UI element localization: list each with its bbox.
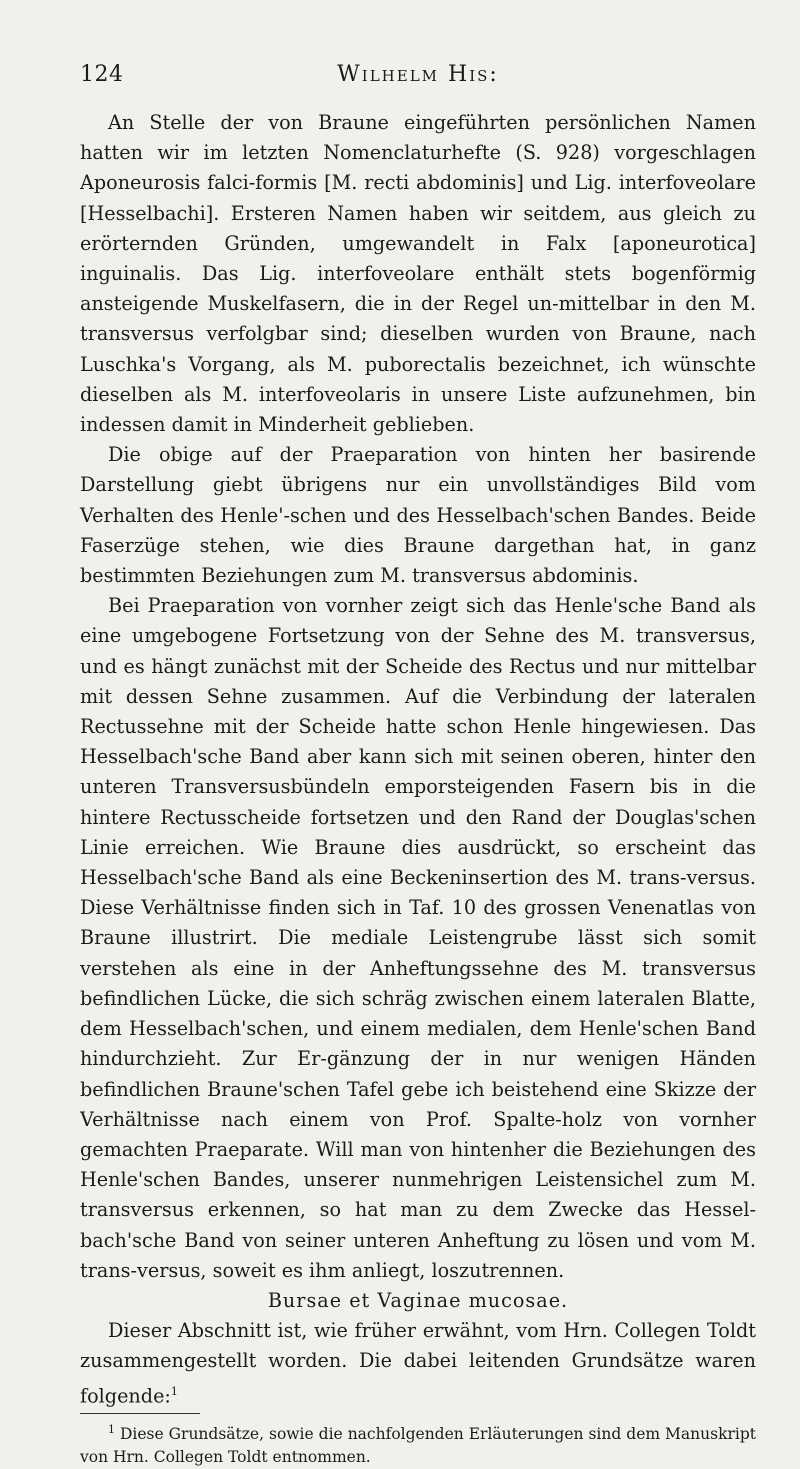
footnote-rule [80,1413,200,1414]
section-heading: Bursae et Vaginae mucosae. [267,1288,569,1312]
running-title: Wilhelm His: [337,62,499,87]
paragraph-4-text: Dieser Abschnitt ist, wie früher erwähnt, vom Hrn. Collegen Toldt zusammengestellt worden. Die dabei leitenden Grundsätze waren folgende: [80,1319,756,1407]
paragraph-4 [80,1316,756,1411]
page-header [80,62,756,92]
footnote-text: Diese Grundsätze, sowie die nachfolgenden Erläuterungen sind dem Manuskript von Hrn. Collegen Toldt entnommen. [80,1425,756,1467]
paragraph-3: Bei Praeparation von vornher zeigt sich das Henle'sche Band als eine umgebogene Fortsetzung von der Sehne des M. transversus, und es hängt zunächst mit der Scheide des Rectus und nur mittelbar mit dessen Sehne zusammen. Auf die Verbindung der lateralen Rectussehne mit der Scheide hatte schon Henle hingewiesen. Das Hesselbach'sche Band aber kann sich mit seinen oberen, hinter den unteren Transversusbündeln emporsteigenden Fasern bis in die hintere Rectusscheide fortsetzen und den Rand der Douglas'schen Linie erreichen. Wie Braune dies ausdrückt, so erscheint das Hesselbach'sche Band als eine Beckeninsertion des M. trans-versus. Diese Verhältnisse finden sich in Taf. 10 des grossen Venenatlas von Braune illustrirt. Die mediale Leistengrube lässt sich somit verstehen als eine in der Anheftungssehne des M. transversus befindlichen Lücke, die sich schräg zwischen einem lateralen Blatte, dem Hesselbach'schen, und einem medialen, dem Henle'schen Band hindurchzieht. Zur Er-gänzung der in nur wenigen Händen befindlichen Braune'schen Tafel gebe ich beistehend eine Skizze der Verhältnisse nach einem von Prof. Spalte-holz von vornher gemachten Praeparate. Will man von hintenher die Beziehungen des Henle'schen Bandes, unserer nunmehrigen Leistensichel zum M. transversus erkennen, so hat man zu dem Zwecke das Hessel-bach'sche Band von seiner unteren Anheftung zu lösen und vom M. trans-versus, soweit es ihm anliegt, loszutrennen. [80,594,756,1282]
paragraph-1: An Stelle der von Braune eingeführten persönlichen Namen hatten wir im letzten Nomenclaturhefte (S. 928) vorgeschlagen Aponeurosis falci-formis [M. recti abdominis] und Lig. interfoveolare [Hesselbachi]. Ersteren Namen haben wir seitdem, aus gleich zu erörternden Gründen, umgewandelt in Falx [aponeurotica] inguinalis. Das Lig. interfoveolare enthält stets bogenförmig ansteigende Muskelfasern, die in der Regel un-mittelbar in den M. transversus verfolgbar sind; dieselben wurden von Braune, nach Luschka's Vorgang, als M. puborectalis bezeichnet, ich wünschte dieselben als M. interfoveolaris in unsere Liste aufzunehmen, bin indessen damit in Minderheit geblieben. [80,111,756,437]
footnote [80,1418,756,1469]
footnote-marker: 1 [108,1423,115,1437]
page-number: 124 [80,62,124,87]
footnote-ref: 1 [170,1384,178,1398]
page-body [80,108,756,1469]
paragraph-2: Die obige auf der Praeparation von hinten her basirende Darstellung giebt übrigens nur ein unvollständiges Bild vom Verhalten des Henle'-schen und des Hesselbach'schen Bandes. Beide Faserzüge stehen, wie dies Braune dargethan hat, in ganz bestimmten Beziehungen zum M. transversus abdominis. [80,443,756,588]
